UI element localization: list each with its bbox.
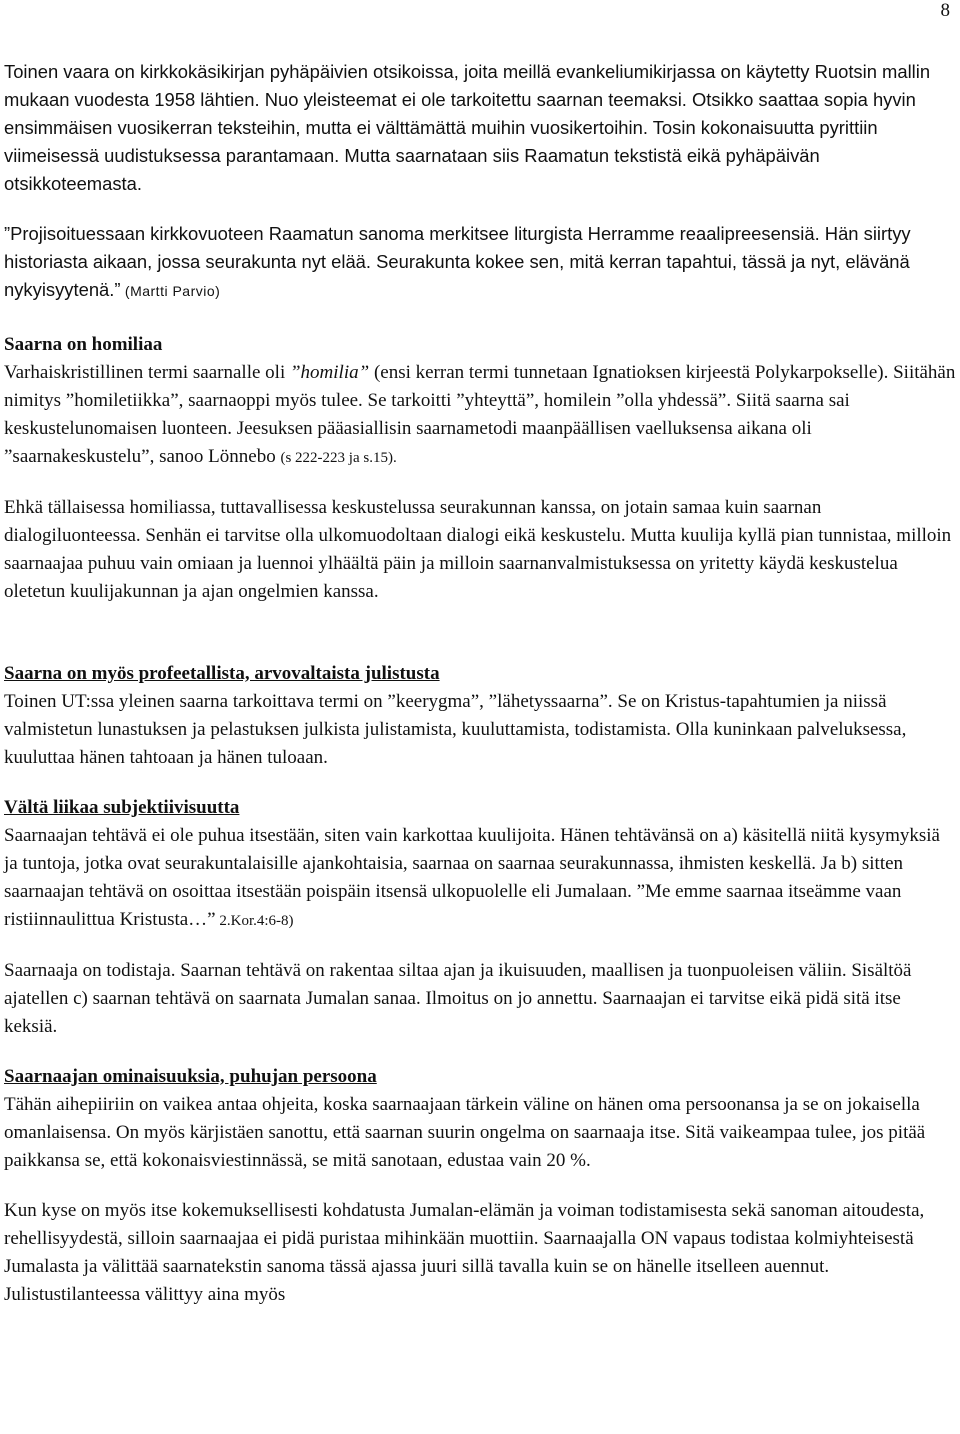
subjectivity-text: Saarnaajan tehtävä ei ole puhua itsestään, siten vain karkottaa kuulijoita. Hänen tehtävänsä on a) käsitellä niitä kysymyksiä ja tuntoja, jotka ovat seurakuntalaisille ajankohtaisia, saarnaa on saarnaa seurakunnassa, ihmisten keskellä. Ja b) sitten saarnaajan tehtävä on osoittaa itsestään poispäin itsensä ulkopuolelle eli Jumalaan. ”Me emme saarnaa itseämme vaan ristiinnaulittua Kristusta…” (4, 825, 940, 930)
quote-text: ”Projisoituessaan kirkkovuoteen Raamatun sanoma merkitsee liturgista Herramme reaalipreesensiä. Hän siirtyy historiasta aikaan, jossa seurakunta nyt elää. Seurakunta kokee sen, mitä kerran tapahtui, tässä ja nyt, elävänä nykyisyytenä.” (4, 223, 911, 300)
quote-author: (Martti Parvio) (120, 283, 221, 299)
section-heading-homilia: Saarna on homiliaa (4, 334, 163, 355)
homilia-text-a: Varhaiskristillinen termi saarnalle oli (4, 362, 290, 383)
paragraph-persona: Tähän aihepiiriin on vaikea antaa ohjeita, koska saarnaajaan tärkein väline on hänen oma persoonansa ja se on jokaisella omanlaisensa. On myös kärjistäen sanottu, että saarnan suurin ongelma on saarnaaja itse. Sitä vaikeampaa tulee, jos pitää paikkansa se, että kokonaisviestinnässä, se mitä sanotaan, edustaa vain 20 %. (4, 1094, 926, 1171)
section-heading-persona: Saarnaajan ominaisuuksia, puhujan persoona (4, 1066, 377, 1087)
paragraph-subjectivity (4, 822, 956, 935)
document-body (4, 58, 956, 1309)
paragraph-keerygma: Toinen UT:ssa yleinen saarna tarkoittava termi on ”keerygma”, ”lähetyssaarna”. Se on Kristus-tapahtumien ja niissä valmistetun lunastuksen ja pelastuksen julkista julistamista, kuuluttamista, todistamista. Olla kuninkaan palveluksessa, kuuluttaa hänen tahtoaan ja hänen tuloaan. (4, 691, 907, 768)
homilia-reference: (s 222-223 ja s.15). (280, 450, 397, 466)
homilia-term: ”homilia” (289, 362, 370, 383)
page-number: 8 (940, 0, 950, 21)
homilia-text-c: (ensi kerran termi tunnetaan Ignatioksen kirjeestä Polykarpokselle). Siitähän nimitys ”homiletiikka”, saarnaoppi myös tulee. Se tarkoitti ”yhteyttä”, homilein ”olla yhdessä”. Siitä saarna sai keskustelunomaisen luonteen. Jeesuksen pääasiallisin saarnametodi maanpäällisen vaelluksensa aikana oli ”saarnakeskustelu”, sanoo Lönnebo (4, 362, 956, 467)
section-heading-subjectivity: Vältä liikaa subjektiivisuutta (4, 797, 240, 818)
paragraph-witness: Saarnaaja on todistaja. Saarnan tehtävä on rakentaa siltaa ajan ja ikuisuuden, maallisen ja tuonpuoleisen väliin. Sisältöä ajatellen c) saarnan tehtävä on saarnata Jumalan sanaa. Ilmoitus on jo annettu. Saarnaajan ei tarvitse eikä pidä sitä itse keksiä. (4, 960, 912, 1037)
section-heading-prophetic: Saarna on myös profeetallista, arvovaltaista julistusta (4, 663, 440, 684)
paragraph-homilia (4, 359, 956, 472)
subjectivity-reference: 2.Kor.4:6-8) (215, 913, 294, 929)
paragraph-1: Toinen vaara on kirkkokäsikirjan pyhäpäivien otsikoissa, joita meillä evankeliumikirjassa on käytetty Ruotsin mallin mukaan vuodesta 1958 lähtien. Nuo yleisteemat ei ole tarkoitettu saarnan teemaksi. Otsikko saattaa sopia hyvin ensimmäisen vuosikerran teksteihin, mutta ei välttämättä muihin vuosikertoihin. Tosin kokonaisuutta pyrittiin viimeisessä uudistuksessa parantamaan. Mutta saarnataan siis Raamatun tekstistä eikä pyhäpäivän otsikkoteemasta. (4, 61, 931, 194)
paragraph-quote (4, 220, 956, 305)
paragraph-freedom: Kun kyse on myös itse kokemuksellisesti kohdatusta Jumalan-elämän ja voiman todistamisesta sekä sanoman aitoudesta, rehellisyydestä, silloin saarnaajaa ei pidä puristaa mihinkään muottiin. Saarnaajalla ON vapaus todistaa kolmiyhteisestä Jumalasta ja välittää saarnatekstin sanoma tässä ajassa juuri sillä tavalla kuin se on hänelle itselleen auennut. Julistustilanteessa välittyy aina myös (4, 1200, 925, 1305)
paragraph-dialogue: Ehkä tällaisessa homiliassa, tuttavallisessa keskustelussa seurakunnan kanssa, on jotain samaa kuin saarnan dialogiluonteessa. Senhän ei tarvitse olla ulkomuodoltaan dialogi eikä keskustelu. Mutta kuulija kyllä pian tunnistaa, milloin saarnaajaa puhuu vain omiaan ja luennoi ylhäältä päin ja milloin saarnanvalmistuksessa on yritetty käydä keskustelua oletetun kuulijakunnan ja ajan ongelmien kanssa. (4, 497, 952, 602)
